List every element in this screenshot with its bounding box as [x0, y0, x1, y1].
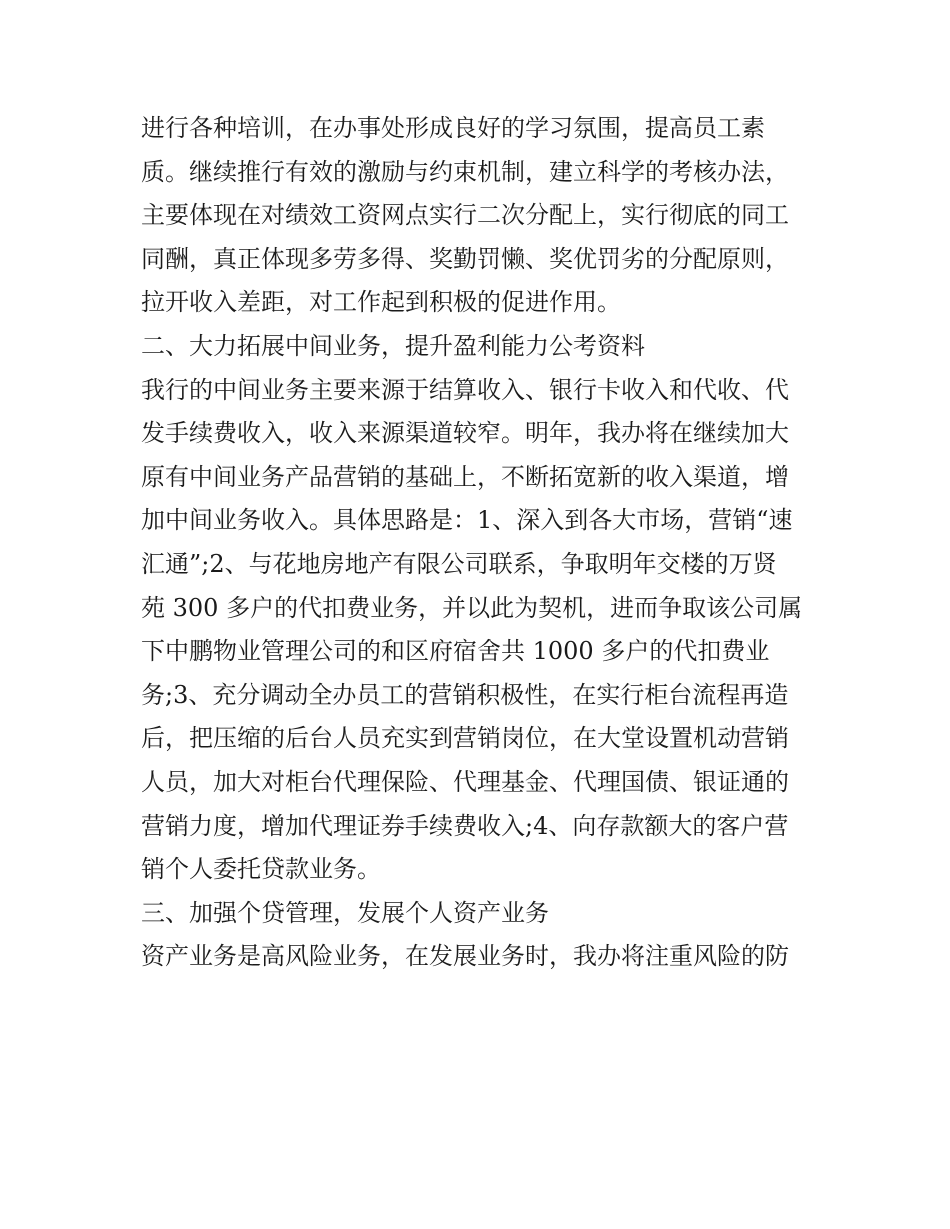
- text-line: 汇通”;2、与花地房地产有限公司联系，争取明年交楼的万贤: [141, 549, 777, 578]
- text-line: 下中鹏物业管理公司的和区府宿舍共 1000 多户的代扣费业: [141, 637, 770, 666]
- text-line: 质。继续推行有效的激励与约束机制，建立科学的考核办法，: [141, 157, 789, 186]
- text-line: 苑 300 多户的代扣费业务，并以此为契机，进而争取该公司属: [141, 593, 803, 622]
- text-line: 拉开收入差距，对工作起到积极的促进作用。: [141, 288, 621, 317]
- text-line: 原有中间业务产品营销的基础上，不断拓宽新的收入渠道，增: [141, 462, 789, 491]
- text-line: 资产业务是高风险业务，在发展业务时，我办将注重风险的防: [141, 942, 789, 971]
- text-line: 进行各种培训，在办事处形成良好的学习氛围，提高员工素: [141, 114, 765, 142]
- text-line: 加中间业务收入。具体思路是：1、深入到各大市场，营销“速: [141, 506, 793, 535]
- text-line: 发手续费收入，收入来源渠道较窄。明年，我办将在继续加大: [141, 419, 789, 448]
- section-heading: 二、大力拓展中间业务，提升盈利能力公考资料: [141, 331, 645, 360]
- text-line: 主要体现在对绩效工资网点实行二次分配上，实行彻底的同工: [141, 201, 789, 230]
- text-line: 我行的中间业务主要来源于结算收入、银行卡收入和代收、代: [141, 375, 789, 404]
- body-text: [141, 107, 821, 979]
- text-line: 后，把压缩的后台人员充实到营销岗位，在大堂设置机动营销: [141, 724, 789, 753]
- text-line: 同酬，真正体现多劳多得、奖勤罚懒、奖优罚劣的分配原则，: [141, 244, 789, 273]
- text-line: 人员，加大对柜台代理保险、代理基金、代理国债、银证通的: [141, 767, 789, 796]
- text-line: 务;3、充分调动全办员工的营销积极性，在实行柜台流程再造: [141, 680, 789, 709]
- section-heading: 三、加强个贷管理，发展个人资产业务: [141, 898, 549, 927]
- text-line: 销个人委托贷款业务。: [141, 855, 381, 884]
- text-line: 营销力度，增加代理证券手续费收入;4、向存款额大的客户营: [141, 811, 789, 840]
